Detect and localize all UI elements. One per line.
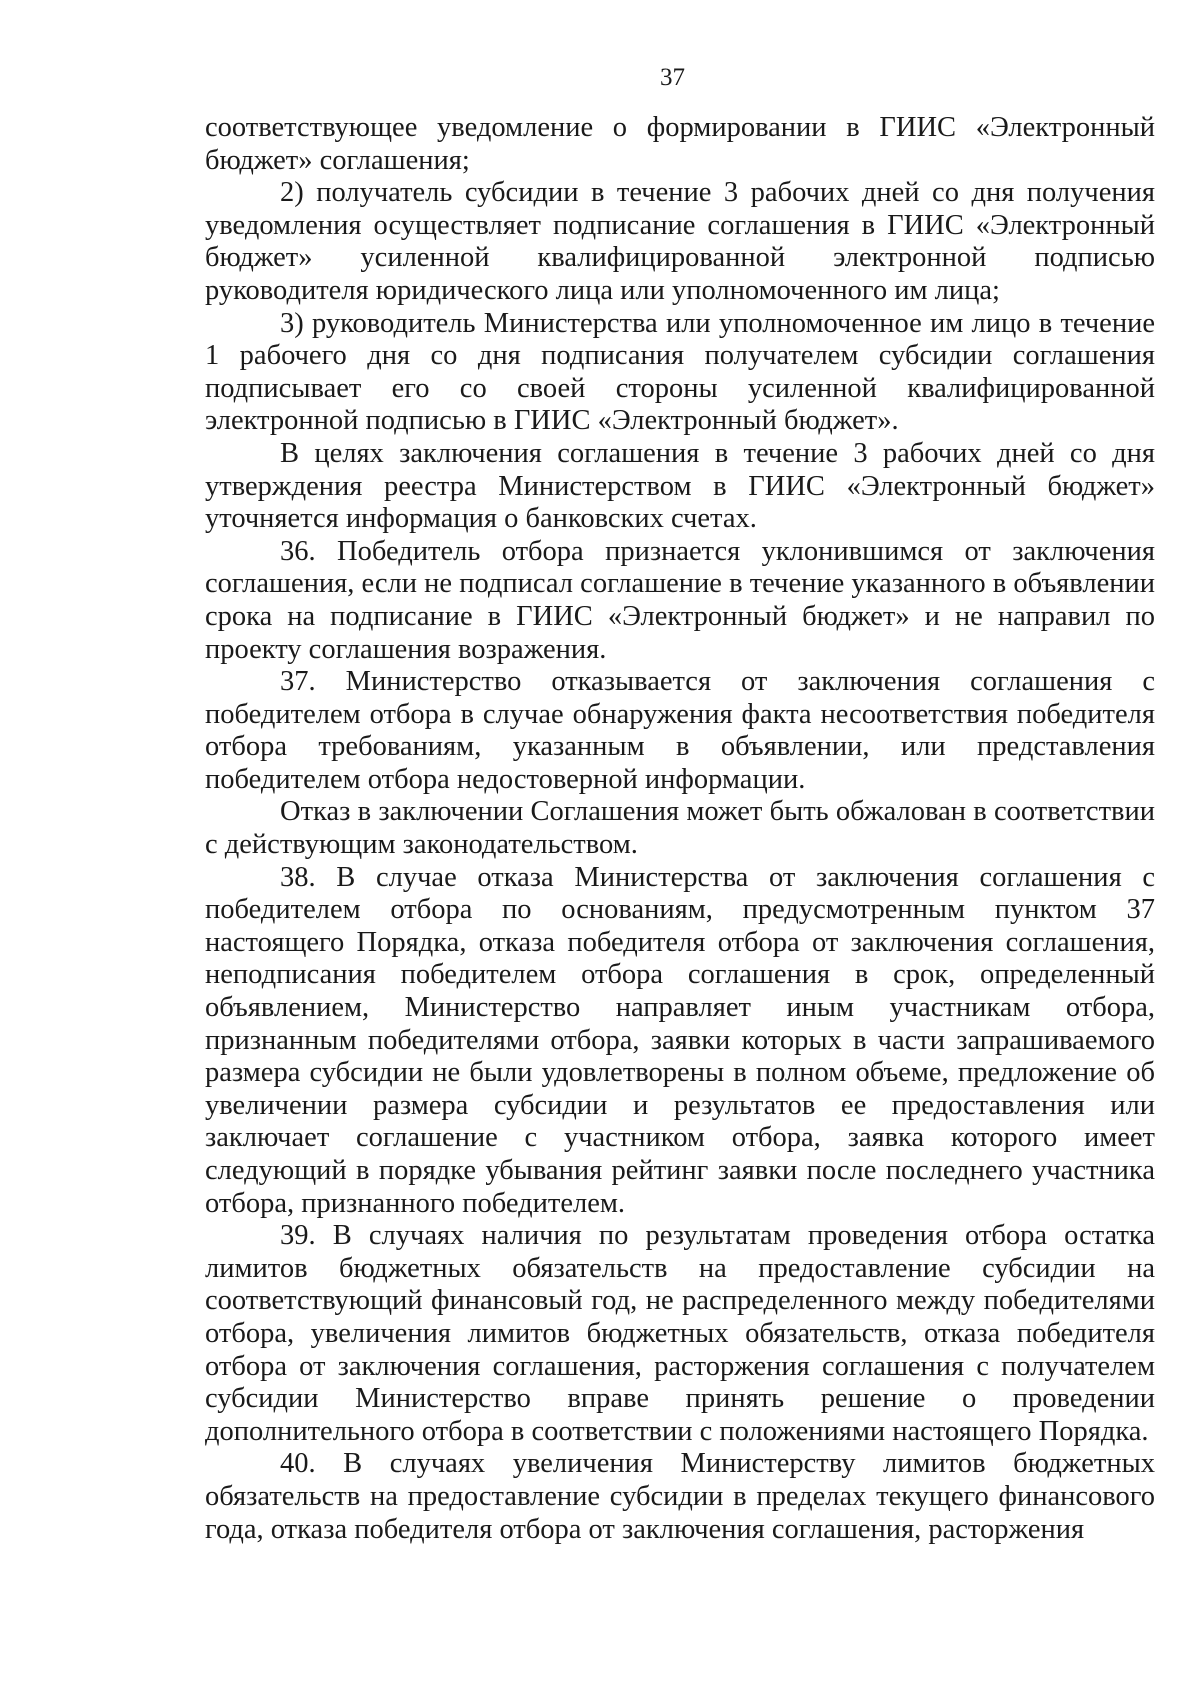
paragraph-appeal: Отказ в заключении Соглашения может быть обжалован в соответствии с действующим законодательством. bbox=[205, 796, 1155, 861]
paragraph-subitem-3: 3) руководитель Министерства или уполномоченное им лицо в течение 1 рабочего дня со дня подписания получателем субсидии соглашения подписывает его со своей стороны усиленной квалифицированной электронной подписью в ГИИС «Электронный бюджет». bbox=[205, 307, 1155, 437]
paragraph-item-37: 37. Министерство отказывается от заключения соглашения с победителем отбора в случае обнаружения факта несоответствия победителя отбора требованиям, указанным в объявлении, или представления победителем отбора недостоверной информации. bbox=[205, 666, 1155, 795]
paragraph-item-40: 40. В случаях увеличения Министерству лимитов бюджетных обязательств на предоставление субсидии в пределах текущего финансового года, отказа победителя отбора от заключения соглашения, расторжения bbox=[205, 1448, 1155, 1545]
paragraph-item-39: 39. В случаях наличия по результатам проведения отбора остатка лимитов бюджетных обязательств на предоставление субсидии на соответствующий финансовый год, не распределенного между победителями отбора, увеличения лимитов бюджетных обязательств, отказа победителя отбора от заключения соглашения, расторжения соглашения с получателем субсидии Министерство вправе принять решение о проведении дополнительного отбора в соответствии с положениями настоящего Порядка. bbox=[205, 1220, 1155, 1447]
page-number: 37 bbox=[660, 64, 685, 91]
document-body bbox=[205, 112, 1155, 1546]
paragraph-continuation: соответствующее уведомление о формировании в ГИИС «Электронный бюджет» соглашения; bbox=[205, 112, 1155, 176]
paragraph-item-36: 36. Победитель отбора признается уклонившимся от заключения соглашения, если не подписал соглашение в течение указанного в объявлении срока на подписание в ГИИС «Электронный бюджет» и не направил по проекту соглашения возражения. bbox=[205, 535, 1155, 665]
paragraph-subitem-2: 2) получатель субсидии в течение 3 рабочих дней со дня получения уведомления осуществляет подписание соглашения в ГИИС «Электронный бюджет» усиленной квалифицированной электронной подписью руководителя юридического лица или уполномоченного им лица; bbox=[205, 177, 1155, 306]
paragraph-bank-accounts: В целях заключения соглашения в течение 3 рабочих дней со дня утверждения реестра Министерством в ГИИС «Электронный бюджет» уточняется информация о банковских счетах. bbox=[205, 437, 1155, 535]
paragraph-item-38: 38. В случае отказа Министерства от заключения соглашения с победителем отбора по основаниям, предусмотренным пунктом 37 настоящего Порядка, отказа победителя отбора от заключения соглашения, неподписания победителем отбора соглашения в срок, определенный объявлением, Министерство направляет иным участникам отбора, признанным победителями отбора, заявки которых в части запрашиваемого размера субсидии не были удовлетворены в полном объеме, предложение об увеличении размера субсидии и результатов ее предоставления или заключает соглашение с участником отбора, заявка которого имеет следующий в порядке убывания рейтинг заявки после последнего участника отбора, признанного победителем. bbox=[205, 861, 1155, 1219]
